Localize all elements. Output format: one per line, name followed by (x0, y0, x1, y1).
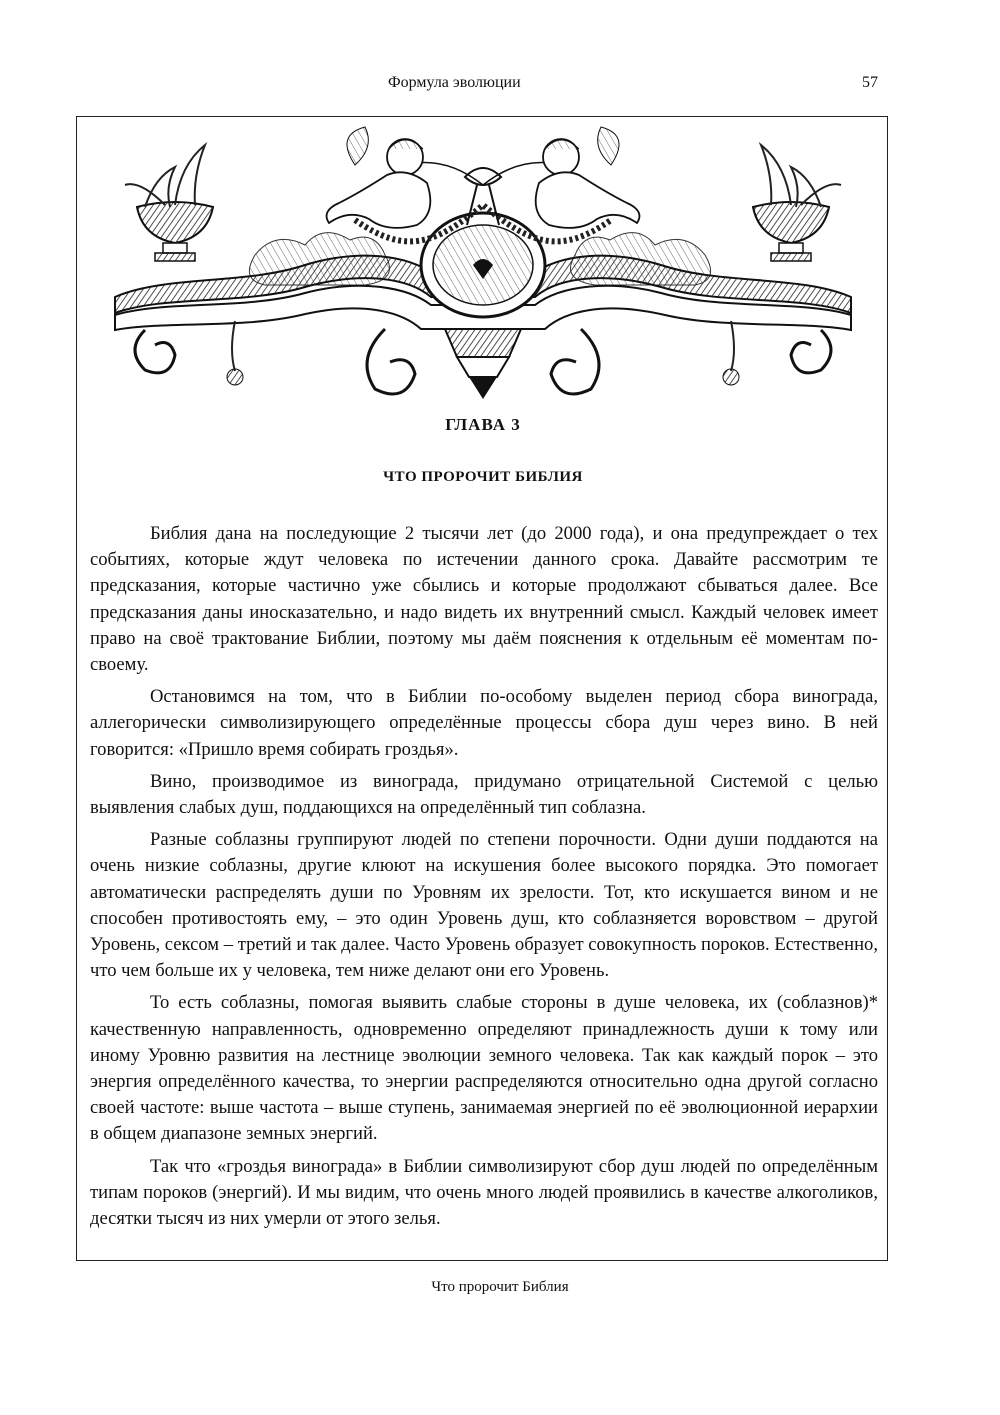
paragraph: Разные соблазны группируют людей по степени порочности. Одни души поддаются на очень низкие соблазны, другие клюют на искушения более высокого порядка. Это помогает автоматически распределять души по Уровням их зрелости. Тот, кто искушается вином и не способен противостоять ему, – это один Уровень душ, кто соблазняется воровством – другой Уровень, сексом – третий и так далее. Часто Уровень образует совокупность пороков. Естественно, что чем больше их у человека, тем ниже делают они его Уровень. (90, 829, 878, 982)
chapter-title: ЧТО ПРОРОЧИТ БИБЛИЯ (383, 469, 583, 485)
baroque-cherubs-vignette-icon (105, 125, 861, 407)
chapter-label: ГЛАВА 3 (445, 415, 521, 434)
running-header (0, 74, 1000, 98)
paragraph: Вино, производимое из винограда, придумано отрицательной Системой с целью выявления слабых душ, поддающихся на определённый тип соблазна. (90, 770, 878, 819)
running-footer: Что пророчит Библия (431, 1279, 569, 1295)
chapter-body (90, 521, 878, 1238)
page-frame (76, 116, 888, 1261)
paragraph: Библия дана на последующие 2 тысячи лет (до 2000 года), и она предупреждает о тех событиях, которые ждут человека по истечении данного срока. Давайте рассмотрим те предсказания, которые частично уже сбылись и которые продолжают сбываться далее. Все предсказания даны иносказательно, и надо видеть их внутренний смысл. Каждый человек имеет право на своё трактование Библии, поэтому мы даём пояснения к отдельным её моментам по-своему. (90, 523, 878, 676)
paragraph: Остановимся на том, что в Библии по-особому выделен период сбора винограда, аллегорически символизирующего определённые процессы сбора душ через вино. В ней говорится: «Пришло время собирать гроздья». (90, 686, 878, 760)
paragraph: Так что «гроздья винограда» в Библии символизируют сбор душ людей по определённым типам пороков (энергий). И мы видим, что очень много людей проявились в качестве алкоголиков, десятки тысяч из них умерли от этого зелья. (90, 1155, 878, 1230)
paragraph: То есть соблазны, помогая выявить слабые стороны в душе человека, их (соблазнов)* качественную направленность, одновременно определяют принадлежность души к тому или иному Уровню развития на лестнице эволюции земного человека. Так как каждый порок – это энергия определённого качества, то энергии распределяются относительно одна другой согласно своей частоте: выше частота – выше ступень, занимаемая энергией по её эволюционной иерархии в общем диапазоне земных энергий. (90, 992, 878, 1145)
page-number: 57 (862, 74, 878, 91)
running-title: Формула эволюции (388, 74, 521, 91)
